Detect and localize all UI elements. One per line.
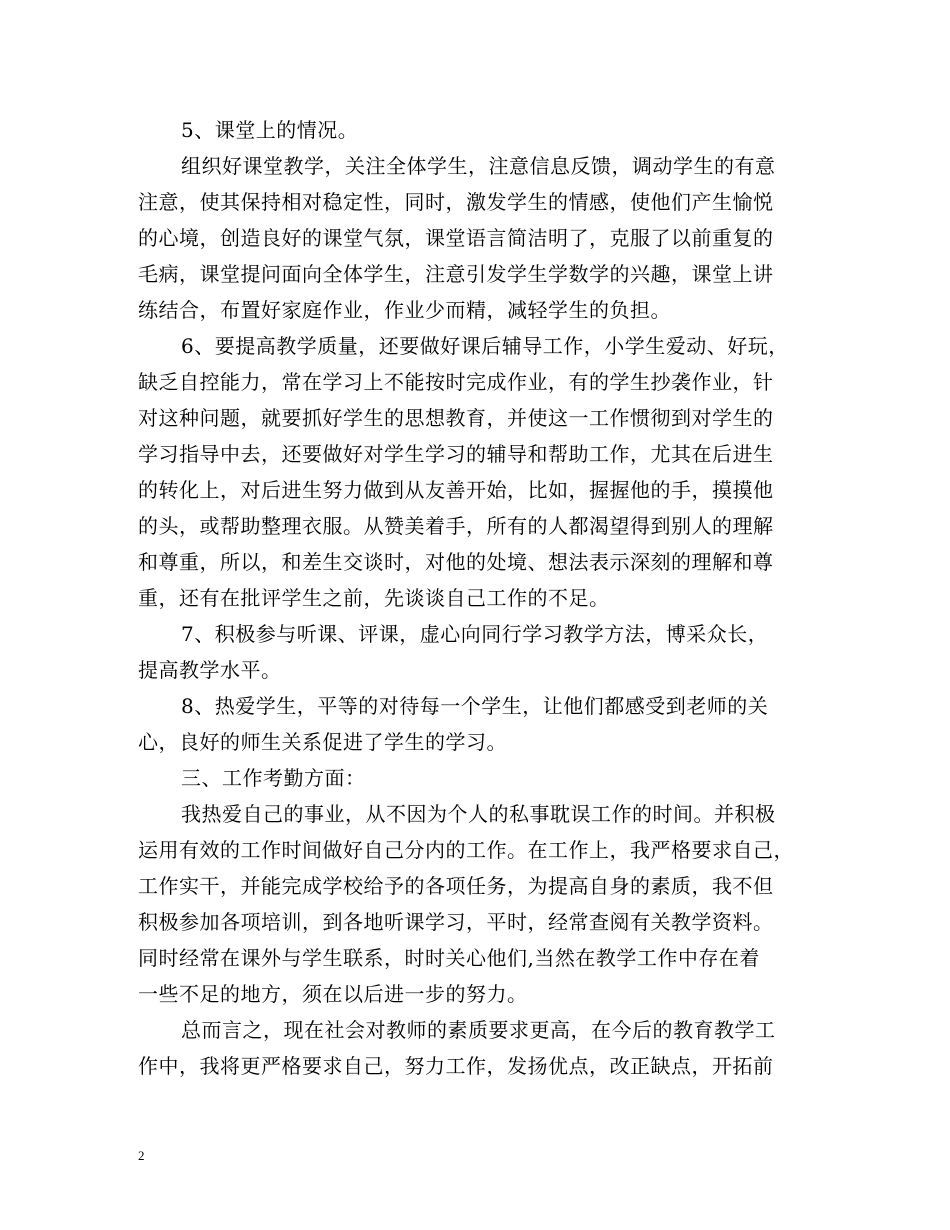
page-number: 2 — [138, 1148, 145, 1163]
paragraph-line: 缺乏自控能力，常在学习上不能按时完成作业，有的学生抄袭作业，针 — [138, 370, 774, 394]
paragraph-line: 工作实干，并能完成学校给予的各项任务，为提高自身的素质，我不但 — [138, 874, 774, 898]
paragraph-line: 我热爱自己的事业，从不因为个人的私事耽误工作的时间。并积极 — [181, 802, 776, 826]
heading-item-5: 5、课堂上的情况。 — [181, 118, 359, 142]
paragraph-line: 积极参加各项培训，到各地听课学习，平时，经常查阅有关教学资料。 — [138, 910, 774, 934]
paragraph-line: 总而言之，现在社会对教师的素质要求更高，在今后的教育教学工 — [181, 1018, 776, 1042]
section-heading: 三、工作考勤方面： — [181, 766, 366, 790]
paragraph-line: 注意，使其保持相对稳定性，同时，激发学生的情感，使他们产生愉悦 — [138, 190, 774, 214]
paragraph-line: 重，还有在批评学生之前，先谈谈自己工作的不足。 — [138, 586, 610, 610]
paragraph-line: 运用有效的工作时间做好自己分内的工作。在工作上，我严格要求自己， — [138, 838, 794, 862]
paragraph-line: 练结合，布置好家庭作业，作业少而精，减轻学生的负担。 — [138, 298, 671, 322]
paragraph-line: 和尊重，所以，和差生交谈时，对他的处境、想法表示深刻的理解和尊 — [138, 550, 774, 574]
paragraph-line: 8、热爱学生，平等的对待每一个学生，让他们都感受到老师的关 — [181, 694, 769, 718]
paragraph-line: 毛病，课堂提问面向全体学生，注意引发学生学数学的兴趣，课堂上讲 — [138, 262, 774, 286]
paragraph-line: 一些不足的地方，须在以后进一步的努力。 — [138, 982, 528, 1006]
paragraph-line: 心，良好的师生关系促进了学生的学习。 — [138, 730, 507, 754]
paragraph-line: 6、要提高教学质量，还要做好课后辅导工作，小学生爱动、好玩， — [181, 334, 789, 358]
paragraph-line: 作中，我将更严格要求自己，努力工作，发扬优点，改正缺点，开拓前 — [138, 1054, 774, 1078]
paragraph-line: 的转化上，对后进生努力做到从友善开始，比如，握握他的手，摸摸他 — [138, 478, 774, 502]
paragraph-line: 组织好课堂教学，关注全体学生，注意信息反馈，调动学生的有意 — [181, 154, 776, 178]
paragraph-line: 的头，或帮助整理衣服。从赞美着手，所有的人都渴望得到别人的理解 — [138, 514, 774, 538]
paragraph-line: 7、积极参与听课、评课，虚心向同行学习教学方法，博采众长， — [181, 622, 769, 646]
paragraph-line: 提高教学水平。 — [138, 658, 282, 682]
paragraph-line: 学习指导中去，还要做好对学生学习的辅导和帮助工作，尤其在后进生 — [138, 442, 774, 466]
paragraph-line: 对这种问题，就要抓好学生的思想教育，并使这一工作惯彻到对学生的 — [138, 406, 774, 430]
paragraph-line: 的心境，创造良好的课堂气氛，课堂语言简洁明了，克服了以前重复的 — [138, 226, 774, 250]
paragraph-line: 同时经常在课外与学生联系，时时关心他们,当然在教学工作中存在着 — [138, 946, 760, 970]
